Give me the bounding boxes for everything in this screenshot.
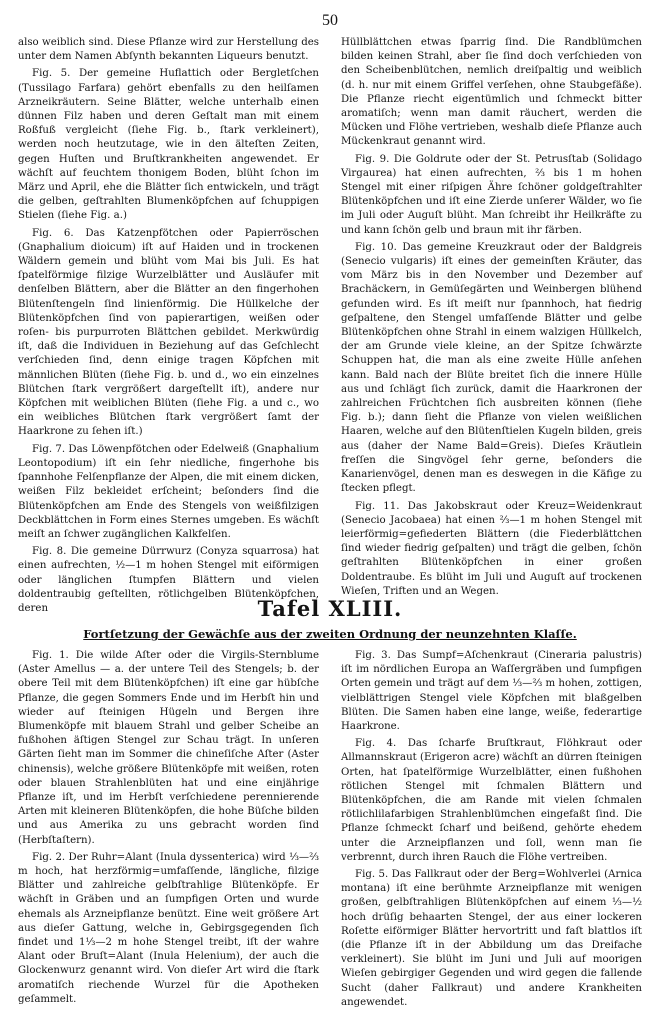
plate-title: Tafel XLIII.: [257, 596, 403, 621]
paragraph: Fig. 3. Das Sumpf=Aſchenkraut (Cineraria palustris) iſt im nördlichen Europa an Waſſergräben und ſumpfigen Orten gemein und trägt auf dem ⅓—⅔ m hohen, zottigen, vielblättrigen Stengel viele Köpfchen mit blaßgelben Blüten. Die Samen haben eine lange, weiße, federartige Haarkrone.: [341, 650, 642, 733]
paragraph: Fig. 5. Der gemeine Huflattich oder Bergletſchen (Tussilago Farfara) gehört ebenfalls zu den heilſamen Arzneikräutern. Seine Blätter, welche unterhalb einen dünnen Filz haben und deren Geſtalt man mit einem Roßfuß vergleicht (ſiehe Fig. b., ſtark verkleinert), werden noch heutzutage, wie in den älteſten Zeiten, gegen Huſten und Bruſtkrankheiten angewendet. Er wächſt auf feuchtem thonigem Boden, blüht ſchon im März und April, ehe die Blätter ſich entwickeln, und trägt die gelben, geſtrahlten Blumenköpfchen auf ſchuppigen Stielen (ſiehe Fig. a.): [18, 68, 319, 222]
paragraph: Hüllblättchen etwas ſparrig ſind. Die Randblümchen bilden keinen Strahl, aber ſie ſind doch verſchieden von den Scheibenblütchen, nemlich dreiſpaltig und weiblich (d. h. nur mit einem Griffel verſehen, ohne Staubgefäße). Die Pflanze riecht eigentümlich und ſchmeckt bitter aromatiſch; wenn man damit räuchert, werden die Mücken und Flöhe vertrieben, weshalb dieſe Pflanze auch Mückenkraut genannt wird.: [341, 37, 642, 148]
section-heading: Fortſetzung der Gewächſe aus der zweiten Ordnung der neunzehnten Klaſſe.: [83, 627, 577, 641]
paragraph: Fig. 2. Der Ruhr=Alant (Inula dyssenterica) wird ⅓—⅔ m hoch, hat herzförmig=umfaſſende, längliche, filzige Blätter und zahlreiche gelbſtrahlige Blütenköpfe. Er wächſt in Gräben und an ſumpfigen Orten und wurde ehemals als Arzneipflanze benützt. Eine weit größere Art aus dieſer Gattung, welche in, Gebirgsgegenden ſich findet und 1⅓—2 m hohe Stengel treibt, iſt der wahre Alant oder Bruſt=Alant (Inula Helenium), der auch die Glockenwurz genannt wird. Von dieſer Art wird die ſtark aromatiſch riechende Wurzel für die Apotheken geſammelt.: [18, 851, 319, 1005]
paragraph: Fig. 10. Das gemeine Kreuzkraut oder der Baldgreis (Senecio vulgaris) iſt eines der gemeinſten Kräuter, das vom März bis in den November und Dezember auf Brachäckern, in Gemüſegärten und Weinbergen blühend gefunden wird. Es iſt meiſt nur ſpannhoch, hat fiedrig geſpaltene, den Stengel umfaſſende Blätter und gelbe Blütenköpfchen ohne Strahl in einem walzigen Hüllkelch, der am Grunde viele kleine, an der Spitze ſchwärzte Schuppen hat, die man als eine zweite Hülle anſehen kann. Bald nach der Blüte breitet ſich die innere Hülle aus und ſchlägt ſich zurück, damit die Haarkronen der zahlreichen Früchtchen ſich ausbreiten können (ſiehe Fig. b.); dann ſieht die Pflanze von vielen weißlichen Haaren, welche auf den Blütenſtielen Kugeln bilden, greis aus (daher der Name Bald=Greis). Dieſes Kräutlein freſſen die Singvögel ſehr gerne, beſonders die Kanarienvögel, denen man es deswegen in die Käfige zu ſtecken pflegt.: [341, 241, 642, 495]
paragraph: Fig. 7. Das Löwenpfötchen oder Edelweiß (Gnaphalium Leontopodium) iſt ein ſehr niedliche, fingerhohe bis ſpannhohe Felſenpflanze der Alpen, die mit einem dicken, weißen Filz bekleidet erſcheint; beſonders ſind die Blütenköpfchen am Ende des Stengels von weißfilzigen Deckblättchen in Form eines Sternes umgeben. Es wächſt meiſt an ſchwer zugänglichen Kalkfelſen.: [18, 443, 319, 540]
bottom-right-column: [341, 649, 642, 1014]
paragraph: Fig. 1. Die wilde Aſter oder die Virgils-Sternblume (Aster Amellus — a. der untere Teil des Stengels; b. der obere Teil mit dem Blütenköpfchen) iſt eine gar hübſche Pflanze, die gegen Sommers Ende und im Herbſt hin und wieder auf ſteinigen Hügeln und Bergen ihre Blumenköpfe mit blauem Strahl und gelber Scheibe an fußhohen äſtigen Stengel zur Schau trägt. In unſeren Gärten ſieht man im Sommer die chineſiſche Aſter (Aster chinensis), welche größere Blütenköpfe mit weißen, roten oder blauen Strahlenblüten hat und eine einjährige Pflanze iſt, und im Herbſt verſchiedene perennierende Arten mit kleineren Blütenköpfen, die hohe Büſche bilden und aus Amerika zu uns gebracht worden ſind (Herbſtaſtern).: [18, 650, 319, 846]
paragraph: Fig. 11. Das Jakobskraut oder Kreuz=Weidenkraut (Senecio Jacobaea) hat einen ⅔—1 m hohen Stengel mit leierförmig=gefiederten Blättern (die Fiederblättchen ſind wieder fiedrig geſpalten) und trägt die gelben, ſchön geſtrahlten Blütenköpfchen in einer großen Doldentraube. Es blüht im Juli und Auguſt auf trockenen Wieſen, Triften und an Wegen.: [341, 500, 642, 597]
bottom-left-column: [18, 649, 319, 1014]
top-right-column: [341, 36, 642, 597]
paragraph: also weiblich sind. Diese Pflanze wird zur Herstellung des unter dem Namen Abſynth bekannten Liqueurs benutzt.: [18, 37, 319, 63]
paragraph: Fig. 8. Die gemeine Dürrwurz (Conyza squarrosa) hat einen aufrechten, ½—1 m hohen Stengel mit eiförmigen oder länglichen ſtumpfen Blättern und vielen doldentraubig geſtellten, rötlichgelben Blütenköpfchen, deren: [18, 546, 319, 614]
paragraph: Fig. 9. Die Goldrute oder der St. Petrusſtab (Solidago Virgaurea) hat einen aufrechten, ⅔ bis 1 m hohen Stengel mit einer riſpigen Ähre ſchöner goldgeſtrahlter Blütenköpfchen und iſt eine Zierde unſerer Wälder, wo ſie im Juli oder Auguſt blüht. Man ſchreibt ihr Heilkräfte zu und kann ſchön gelb und braun mit ihr färben.: [341, 153, 642, 236]
bottom-columns: [18, 649, 642, 1014]
top-left-column: [18, 36, 319, 614]
paragraph: Fig. 5. Das Fallkraut oder der Berg=Wohlverlei (Arnica montana) iſt eine berühmte Arzneipflanze mit wenigen großen, gelbſtrahligen Blütenköpfchen auf einem ⅓—½ hoch drüſig behaarten Stengel, der aus einer lockeren Roſette eiförmiger Blätter hervortritt und faſt blattlos iſt (die Pflanze iſt in der Abbildung um das Dreifache verkleinert). Sie blüht im Juni und Juli auf moorigen Wieſen gebirgiger Gegenden und wird gegen die fallende Sucht (daher Fallkraut) und andere Krankheiten angewendet.: [341, 869, 642, 1008]
paragraph: Fig. 4. Das ſcharfe Bruſtkraut, Flöhkraut oder Allmannskraut (Erigeron acre) wächſt an dürren ſteinigen Orten, hat ſpatelförmige Wurzelblätter, einen fußhohen rötlichen Stengel mit ſchmalen Blättern und Blütenköpfchen, die am Rande mit vielen ſchmalen rötlichlilafarbigen Strahlenblümchen eingefaßt ſind. Die Pflanze ſchmeckt ſcharf und beißend, gehörte ehedem unter die Arzneipflanzen und ſoll, wenn man ſie verbrennt, durch ihren Rauch die Flöhe vertreiben.: [341, 738, 642, 863]
paragraph: Fig. 6. Das Katzenpfötchen oder Papierröschen (Gnaphalium dioicum) iſt auf Haiden und in trockenen Wäldern gemein und blüht vom Mai bis Juli. Es hat ſpatelförmige filzige Wurzelblätter und Ausläufer mit denſelben Blättern, aber die Blätter an den fingerhohen Blütenſtengeln ſind linienförmig. Die Hüllkelche der Blütenköpfchen ſind von papierartigen, weißen oder roſen- bis purpurroten Blättchen gebildet. Merkwürdig iſt, daß die Individuen in Beziehung auf das Geſchlecht verſchieden ſind, denn einige tragen Köpfchen mit männlichen Blüten (ſiehe Fig. b. und d., wo ein einzelnes Blütchen ſtark vergrößert dargeſtellt iſt), andere nur Köpfchen mit weiblichen Blüten (ſiehe Fig. a und c., wo ein weibliches Blütchen ſtark vergrößert ſamt der Haarkrone zu ſehen iſt.): [18, 227, 319, 438]
page-number: 50: [322, 12, 338, 29]
